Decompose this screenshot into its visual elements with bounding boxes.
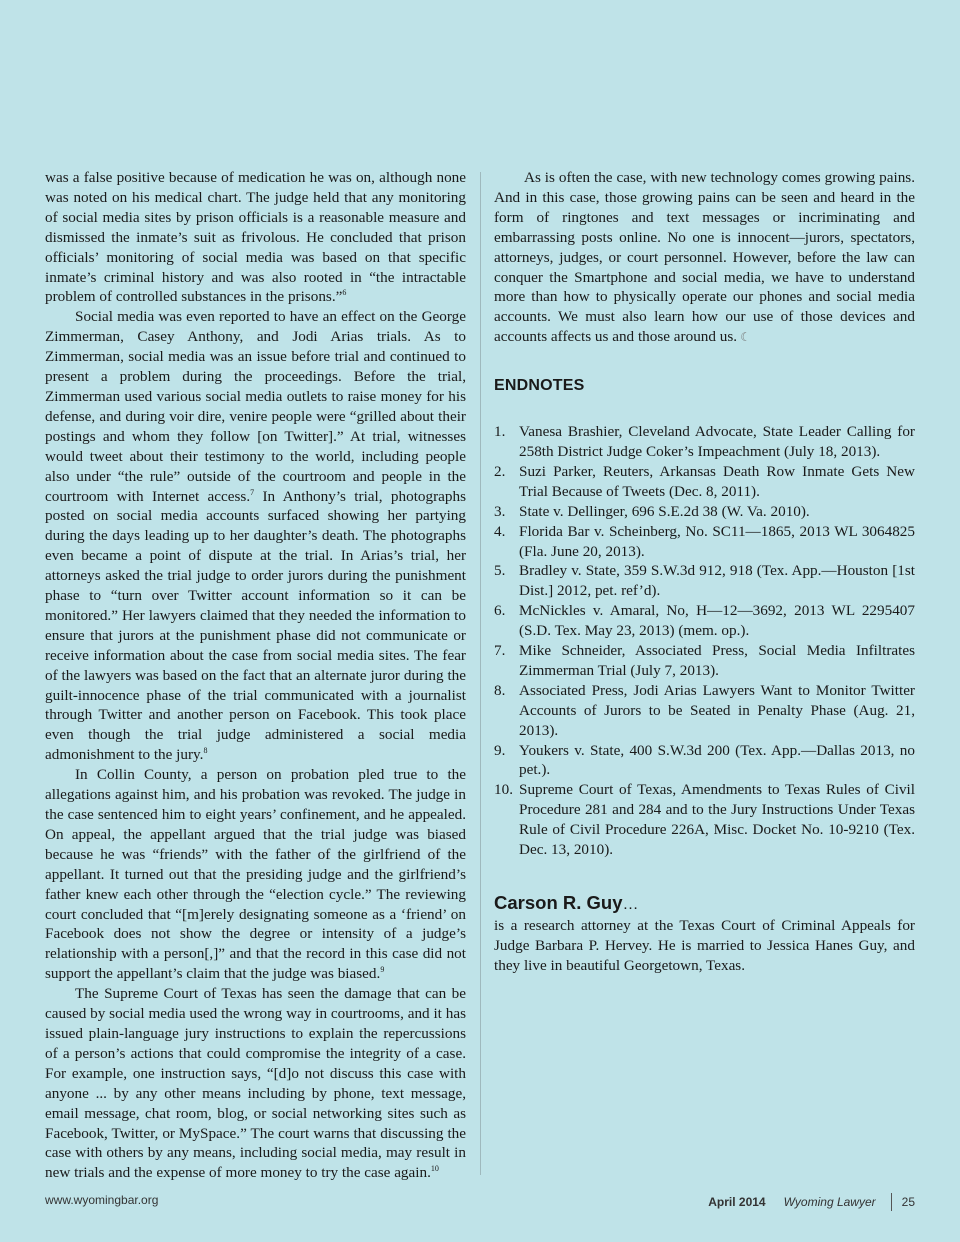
end-mark-icon: ☾ [740, 330, 751, 345]
author-name: Carson R. Guy… [494, 892, 639, 913]
author-ellipsis: … [622, 896, 639, 913]
endnotes-list [494, 422, 915, 860]
left-column [45, 168, 466, 1183]
footnote-ref-6: 6 [342, 288, 347, 298]
page-number: 25 [901, 1195, 915, 1209]
endnote-item: 3. State v. Dellinger, 696 S.E.2d 38 (W. Va. 2010). [494, 502, 810, 520]
right-column [494, 168, 915, 976]
footnote-ref-8: 8 [203, 746, 208, 756]
endnote-item: 2. Suzi Parker, Reuters, Arkansas Death Row Inmate Gets New Trial Because of Tweets (Dec. 8, 2011). [494, 462, 915, 500]
footer-magazine: Wyoming Lawyer [783, 1195, 876, 1209]
footnote-ref-9: 9 [380, 965, 385, 975]
paragraph-prison-monitoring: was a false positive because of medication he was on, although none was noted on his medical chart. The judge held that any monitoring of social media sites by prison officials is a reasonable measure and dismissed the inmate’s suit as frivolous. He concluded that prison officials’ monitoring of social media was based on that specific inmate’s criminal history and was also rooted in “the intractable problem of controlled substances in the prisons.”$^6$ [45, 169, 466, 306]
endnote-item: 8. Associated Press, Jodi Arias Lawyers Want to Monitor Twitter Accounts of Jurors to be Seated in Penalty Phase (Aug. 21, 2013). [494, 681, 915, 739]
endnotes-heading: ENDNOTES [494, 377, 585, 395]
paragraph-collin-county: In Collin County, a person on probation pled true to the allegations against him, and his probation was revoked. The judge in the case sentenced him to eight years’ confinement, and he appealed. On appeal, the appellant argued that the trial judge was biased because he was “friends” with the father of the girlfriend of the appellant. It turned out that the presiding judge and the girlfriend’s father knew each other through the “election cycle.” The reviewing court concluded that “[m]erely designating someone as a ‘friend’ on Facebook does not show the degree or intensity of a judge’s relationship with a person[,]” and that the record in this case did not support the appellant’s claim that the judge was biased.$^9$ [45, 766, 466, 983]
endnote-item: 9. Youkers v. State, 400 S.W.3d 200 (Tex. App.—Dallas 2013, no pet.). [494, 741, 915, 779]
footer-publication-info [708, 1193, 915, 1211]
endnote-item: 1. Vanesa Brashier, Cleveland Advocate, State Leader Calling for 258th District Judge Coker’s Impeachment (July 18, 2013). [494, 423, 915, 460]
endnote-item: 10. Supreme Court of Texas, Amendments to Texas Rules of Civil Procedure 281 and 284 and to the Jury Instructions Under Texas Rule of Civil Procedure 226A, Misc. Docket No. 10-9210 (Tex. Dec. 13, 2010). [494, 781, 915, 859]
author-bio: is a research attorney at the Texas Court of Criminal Appeals for Judge Barbara P. Hervey. He is married to Jessica Hanes Guy, and they live in beautiful Georgetown, Texas. [494, 917, 915, 974]
paragraph-supreme-court-texas: The Supreme Court of Texas has seen the damage that can be caused by social media used the wrong way in courtrooms, and it has issued plain-language jury instructions to explain the repercussions of a person’s actions that could compromise the integrity of a case. For example, one instruction says, “[d]o not discuss this case with anyone ... by any other means including by phone, text message, email message, chat room, blog, or social networking sites such as Facebook, Twitter, or MySpace.” The court warns that discussing the case with others by any means, including social media, may result in new trials and the expense of more money to try the case again.$^{10}$ [45, 985, 466, 1182]
column-divider [480, 172, 481, 1175]
footnote-ref-7: 7 [250, 487, 255, 497]
endnote-item: 7. Mike Schneider, Associated Press, Social Media Infiltrates Zimmerman Trial (July 7, 2013). [494, 642, 915, 679]
footnote-ref-10: 10 [430, 1164, 439, 1174]
paragraph-celebrity-trials: Social media was even reported to have an effect on the George Zimmerman, Casey Anthony, and Jodi Arias trials. As to Zimmerman, social media was an issue before trial and continued to present a problem during the proceedings. Before the trial, Zimmerman used various social media outlets to raise money for his defense, and during voir dire, venire people were “grilled about their postings and whom they follow [on Twitter].” At trial, witnesses would tweet about their testimony to the world, including people also under “the rule” outside of the courtroom and people in the courtroom with Internet access.$^7$ In Anthony’s trial, photographs posted on social media accounts surfaced showing her partying during the days leading up to her daughter’s death. The photographs even became a point of dispute at the trial. In Arias’s trial, her attorneys asked the trial judge to order jurors during the punishment phase to “turn over Twitter account information so it can be monitored.” Her lawyers claimed that they needed the information to ensure that jurors at the punishment phase did not communicate or receive information about the case from social media sites. The fear of the lawyers was based on the fact that an alternate juror during the guilt-innocence phase of the trial communicated with a journalist through Twitter and another person on Facebook. This took place even though the trial judge administered a social media admonishment to the jury.$^8$ [45, 308, 467, 764]
endnote-item: 5. Bradley v. State, 359 S.W.3d 912, 918 (Tex. App.—Houston [1st Dist.] 2012, pet. ref’d). [494, 562, 915, 600]
endnote-item: 6. McNickles v. Amaral, No, H—12—3692, 2013 WL 2295407 (S.D. Tex. May 23, 2013) (mem. op.). [494, 602, 915, 640]
paragraph-conclusion: As is often the case, with new technology comes growing pains. And in this case, those growing pains can be seen and heard in the form of ringtones and text messages or incriminating and embarrassing posts online. No one is innocent—jurors, spectators, attorneys, judges, or court personnel. However, before the law can conquer the Smartphone and social media, we have to understand more than how to physically operate our phones and social media accounts. We must also learn how our use of those devices and accounts affects us and those around us. ☾ [494, 169, 915, 346]
footer-website[interactable]: www.wyomingbar.org [45, 1193, 159, 1207]
endnote-item: 4. Florida Bar v. Scheinberg, No. SC11—1865, 2013 WL 3064825 (Fla. June 20, 2013). [494, 522, 915, 560]
footer-month: April 2014 [708, 1195, 766, 1209]
footer-divider [891, 1193, 892, 1211]
